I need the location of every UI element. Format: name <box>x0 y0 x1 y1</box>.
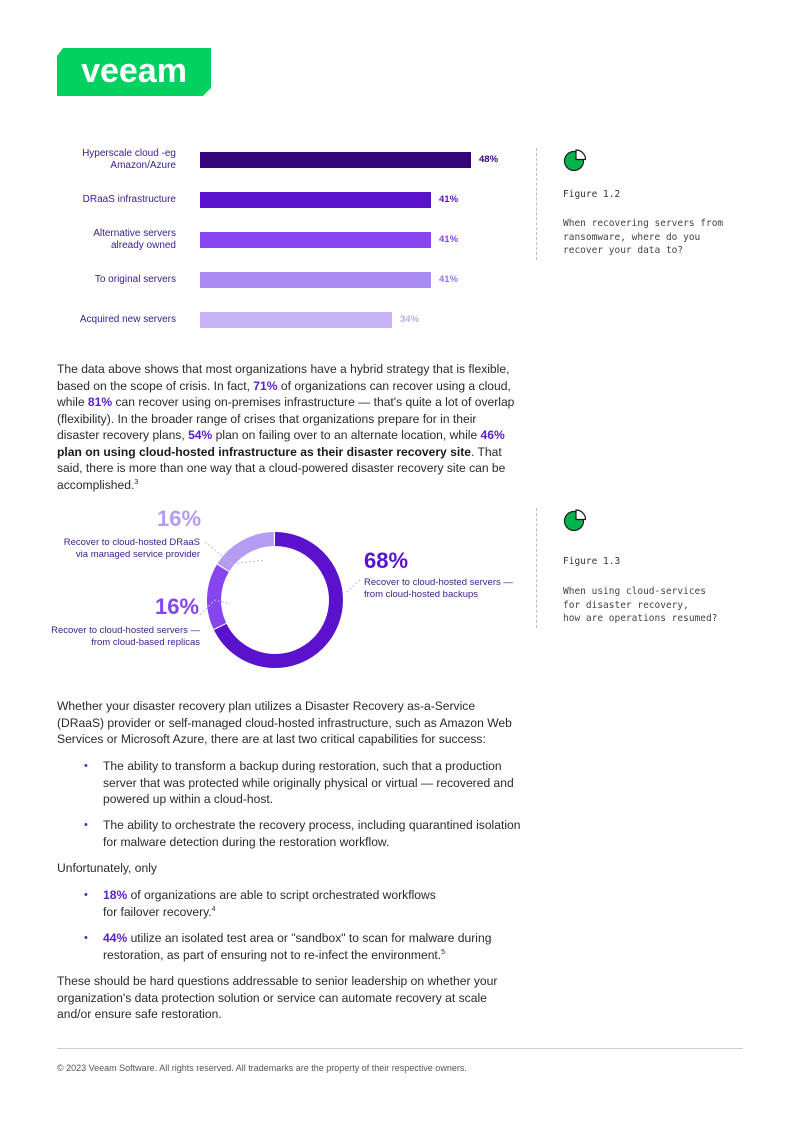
figure-divider <box>536 148 537 260</box>
donut-label-backups: Recover to cloud-hosted servers — from cloud-hosted backups <box>364 577 513 600</box>
bar-value-label: 41% <box>439 194 459 205</box>
svg-text:veeam: veeam <box>81 52 187 90</box>
pie-chart-icon <box>563 508 587 532</box>
bar-label-line: already owned <box>110 240 176 251</box>
bar-label-line: DRaaS infrastructure <box>82 194 176 205</box>
paragraph-unfortunately: Unfortunately, only <box>57 861 157 875</box>
bar-label-line: Alternative servers <box>93 228 176 239</box>
bar <box>200 232 431 248</box>
bar-label <box>40 194 176 206</box>
bar <box>200 272 431 288</box>
donut-leader-lines <box>195 520 365 630</box>
list-item-text: The ability to orchestrate the recovery process, including quarantined isolation for malware detection during the restoration workflow. <box>103 818 521 849</box>
list-item <box>84 758 524 808</box>
bar-label <box>40 314 176 326</box>
list-item-text: 44% utilize an isolated test area or "sandbox" to scan for malware during restoration, as part of ensuring not to re-infect the environment.$^5$ <box>103 931 492 962</box>
bar-label-line: Amazon/Azure <box>110 160 176 171</box>
paragraph-draas-capabilities: Whether your disaster recovery plan utilizes a Disaster Recovery as-a-Service (DRaaS) provider or self-managed cloud-hosted infrastructure, such as Amazon Web Services or Microsoft Azure, there are at last two critical capabilities for success: <box>57 699 512 746</box>
list-item <box>84 887 444 920</box>
donut-pct-replicas: 16% <box>155 594 200 619</box>
bar <box>200 312 392 328</box>
donut-pct-backups: 68% <box>364 548 409 573</box>
figure-divider <box>536 508 537 628</box>
list-item-text: 18% of organizations are able to script orchestrated workflows for failover recovery.$^4$ <box>103 888 436 919</box>
bar-value-label: 34% <box>400 314 420 325</box>
bar <box>200 152 471 168</box>
list-item <box>84 817 524 850</box>
figure-1-2-title: Figure 1.2 <box>563 189 621 200</box>
bar <box>200 192 431 208</box>
bullet-dot: • <box>84 889 88 901</box>
list-item <box>84 930 504 963</box>
veeam-logo <box>57 48 211 96</box>
paragraph-senior-leadership: These should be hard questions addressable to senior leadership on whether your organization's data protection solution or service can automate recovery at scale and/or ensure safe restoration. <box>57 974 498 1021</box>
donut-label-replicas: Recover to cloud-hosted servers — from cloud-based replicas <box>51 625 200 648</box>
bar-value-label: 48% <box>479 154 499 165</box>
bar-label <box>40 228 176 252</box>
bar-label <box>40 148 176 172</box>
figure-1-3-title: Figure 1.3 <box>563 556 621 567</box>
figure-1-2-question: When recovering servers from ransomware, where do you recover your data to? <box>563 218 724 256</box>
bar-value-label: 41% <box>439 274 459 285</box>
bullet-dot: • <box>84 932 88 944</box>
bar-label-line: Acquired new servers <box>79 314 176 325</box>
bar-label <box>40 274 176 286</box>
list-item-text: The ability to transform a backup during restoration, such that a production server that was protected while originally physical or virtual — recovered and powered up within a cloud-host. <box>103 759 514 806</box>
paragraph-hybrid-strategy: The data above shows that most organizations have a hybrid strategy that is flexible, based on the scope of crisis. In fact, 71% of organizations can recover using a cloud, while 81% can recover using on-premises infrastructure — that's quite a lot of overlap (flexibility). In the broader range of crises that organizations prepare for in their disaster recovery plans, 54% plan on failing over to an alternate location, while 46% plan on using cloud-hosted infrastructure as their disaster recovery site. That said, there is more than one way that a cloud-powered disaster recovery site can be accomplished.$^3$ <box>57 362 515 492</box>
donut-pct-draas: 16% <box>157 506 202 531</box>
pie-chart-icon <box>563 148 587 172</box>
footer-divider <box>57 1048 743 1049</box>
footer-copyright: © 2023 Veeam Software. All rights reserved. All trademarks are the property of their respective owners. <box>57 1063 467 1073</box>
bullet-dot: • <box>84 819 88 831</box>
bullet-dot: • <box>84 760 88 772</box>
bar-label-line: To original servers <box>94 274 176 285</box>
bar-value-label: 41% <box>439 234 459 245</box>
bar-label-line: Hyperscale cloud -eg <box>82 148 176 159</box>
figure-1-3-question: When using cloud-services for disaster recovery, how are operations resumed? <box>563 586 718 624</box>
donut-label-draas: Recover to cloud-hosted DRaaS via managed service provider <box>63 537 200 560</box>
